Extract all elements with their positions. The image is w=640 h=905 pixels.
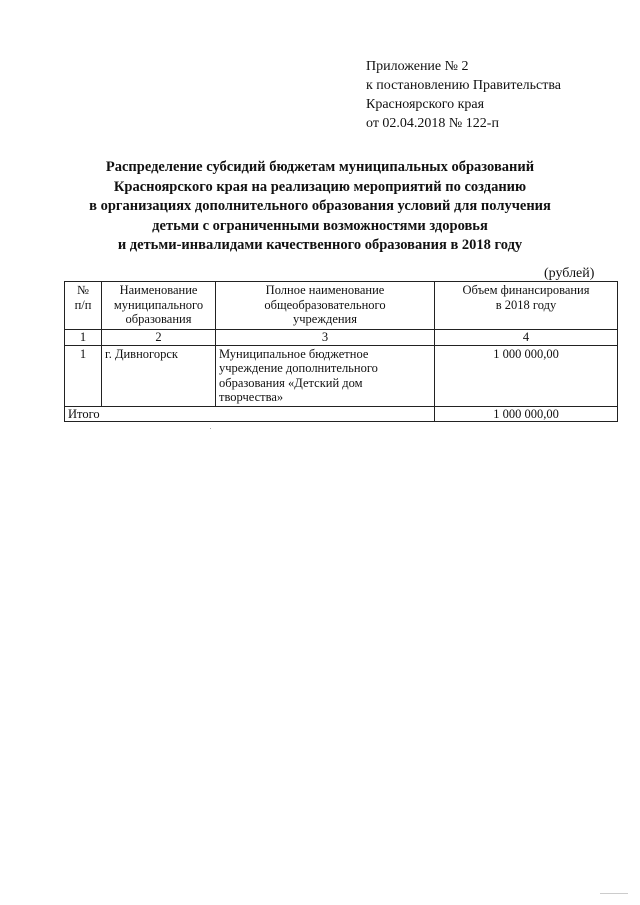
column-number: 2 <box>102 330 216 346</box>
header-text: Наименование <box>119 283 198 297</box>
header-amount <box>435 282 618 330</box>
header-text: общеобразовательного <box>264 297 386 312</box>
appendix-region: Красноярского края <box>366 97 485 112</box>
appendix-block <box>366 57 561 133</box>
institution-line: учреждение дополнительного <box>219 361 378 375</box>
appendix-date: от 02.04.2018 № 122-п <box>366 116 499 131</box>
institution-line: творчества» <box>219 390 284 404</box>
subsidy-table <box>64 281 618 422</box>
header-text: Полное наименование <box>265 283 385 297</box>
header-number <box>65 282 102 330</box>
title-line: Красноярского края на реализацию мероприятий по созданию <box>113 178 527 195</box>
total-label: Итого <box>65 406 435 422</box>
appendix-reference: к постановлению Правительства <box>366 78 562 93</box>
table-header-row <box>65 282 618 330</box>
total-row <box>65 406 618 422</box>
header-text: в 2018 году <box>495 297 557 312</box>
header-text: муниципального <box>113 297 204 312</box>
header-text: учреждения <box>292 312 357 326</box>
column-number: 4 <box>435 330 618 346</box>
scan-mark <box>600 893 628 894</box>
header-text: № <box>77 283 89 297</box>
column-number: 3 <box>216 330 435 346</box>
column-number: 1 <box>65 330 102 346</box>
table-row <box>65 345 618 406</box>
header-text: Объем финансирования <box>462 283 590 297</box>
header-text: п/п <box>74 297 92 312</box>
title-line: в организациях дополнительного образования условий для получения <box>89 198 551 215</box>
row-number: 1 <box>65 345 102 406</box>
total-amount: 1 000 000,00 <box>435 406 618 422</box>
row-amount: 1 000 000,00 <box>435 345 618 406</box>
institution-line: Муниципальное бюджетное <box>219 346 369 361</box>
row-institution <box>216 345 435 406</box>
title-line: и детьми-инвалидами качественного образования в 2018 году <box>117 237 523 254</box>
column-number-row <box>65 330 618 346</box>
row-municipality: г. Дивногорск <box>102 345 216 406</box>
appendix-number: Приложение № 2 <box>366 59 469 74</box>
title-line: Распределение субсидий бюджетам муниципальных образований <box>105 159 535 175</box>
scan-speck <box>210 428 211 429</box>
unit-label: (рублей) <box>544 266 595 281</box>
header-municipality <box>102 282 216 330</box>
institution-line: образования «Детский дом <box>219 375 363 390</box>
header-text: образования <box>125 312 192 326</box>
document-title <box>40 158 600 256</box>
header-institution <box>216 282 435 330</box>
title-line: детьми с ограниченными возможностями здоровья <box>152 217 488 234</box>
